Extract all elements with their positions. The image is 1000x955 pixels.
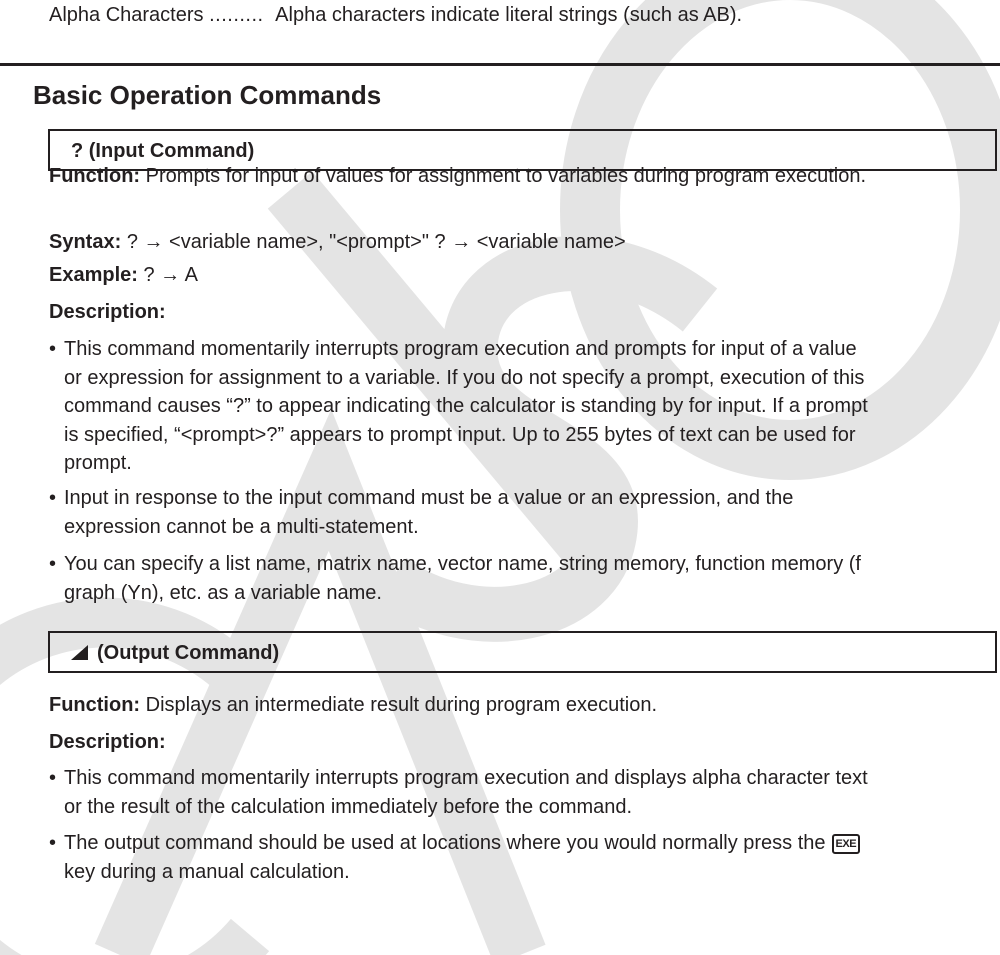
input-example-line	[49, 263, 198, 287]
bullet-line: This command momentarily interrupts program execution and prompts for input of a value	[64, 338, 857, 360]
description-label: Description:	[49, 731, 166, 753]
syntax-text: ? → <variable name>, "<prompt>" ? → <variable name>	[126, 231, 626, 253]
bullet-line: key during a manual calculation.	[64, 860, 350, 883]
input-syntax-line	[49, 230, 626, 254]
function-text: Prompts for input of values for assignment to variables during program execution.	[145, 165, 867, 187]
bullet-line: You can specify a list name, matrix name, vector name, string memory, function memory (f	[64, 553, 861, 575]
bullet-line: is specified, “<prompt>?” appears to prompt input. Up to 255 bytes of text can be used for	[64, 423, 856, 446]
input-description-heading	[49, 300, 166, 324]
input-command-title: ? (Input Command)	[71, 140, 255, 162]
exe-key-icon: EXE	[832, 834, 861, 854]
bullet-icon: •	[49, 338, 57, 360]
bullet-icon: •	[49, 553, 57, 575]
output-triangle-icon	[71, 645, 88, 660]
output-command-title: (Output Command)	[97, 642, 280, 664]
bullet-line: command causes “?” to appear indicating the calculator is standing by for input. If a prompt	[64, 395, 868, 417]
example-text: ? → A	[143, 264, 198, 286]
bullet-line-with-key	[64, 829, 994, 858]
bullet-line: graph (Yn), etc. as a variable name.	[64, 581, 382, 604]
output-command-header	[48, 631, 997, 673]
bullet-line: prompt.	[64, 452, 132, 474]
syntax-label: Syntax:	[49, 231, 122, 253]
legend-leader-dots: .........	[209, 4, 264, 26]
description-label: Description:	[49, 301, 166, 323]
bullet-line: expression cannot be a multi-statement.	[64, 515, 419, 538]
example-label: Example:	[49, 264, 138, 286]
function-text: Displays an intermediate result during program execution.	[145, 694, 658, 716]
bullet-icon: •	[49, 832, 57, 854]
input-function-line	[49, 164, 866, 188]
bullet-icon: •	[49, 487, 57, 509]
bullet-line: or expression for assignment to a variable. If you do not specify a prompt, execution of this	[64, 366, 865, 389]
output-function-line	[49, 693, 657, 717]
legend-definition: Alpha characters indicate literal strings (such as AB).	[275, 4, 743, 26]
bullet-line: This command momentarily interrupts program execution and displays alpha character text	[64, 767, 868, 789]
output-description-heading	[49, 730, 166, 754]
section-divider	[0, 63, 1000, 66]
section-title: Basic Operation Commands	[33, 80, 382, 110]
bullet-line: or the result of the calculation immediately before the command.	[64, 795, 633, 818]
bullet-icon: •	[49, 767, 57, 789]
bullet-line: The output command should be used at locations where you would normally press the	[64, 832, 826, 854]
function-label: Function:	[49, 694, 141, 716]
notation-legend-row	[49, 3, 742, 27]
bullet-line: Input in response to the input command must be a value or an expression, and the	[64, 487, 794, 509]
output-command-title-wrap	[71, 641, 279, 665]
function-label: Function:	[49, 165, 141, 187]
legend-term: Alpha Characters	[49, 4, 204, 26]
